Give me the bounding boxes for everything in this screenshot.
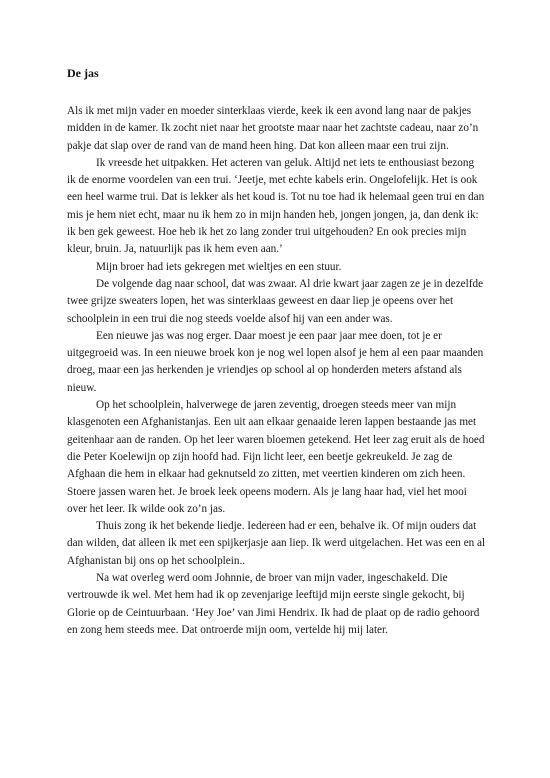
- text-line: over het leer. Ik wilde ook zo’n jas.: [67, 502, 226, 515]
- text-line: ik de enorme voordelen van een trui. ‘Jeetje, met echte kabels erin. Ongelofelijk. Het is ook: [67, 174, 478, 187]
- paragraph: [67, 518, 487, 570]
- paragraph: [67, 397, 487, 518]
- text-line: Thuis zong ik het bekende liedje. Iedereen had er een, behalve ik. Of mijn ouders dat: [96, 520, 477, 533]
- paragraph: [67, 259, 487, 276]
- text-line: Een nieuwe jas was nog erger. Daar moest je een paar jaar mee doen, tot je er: [96, 329, 442, 342]
- text-line: De volgende dag naar school, dat was zwaar. Al drie kwart jaar zagen ze je in dezelfde: [96, 277, 484, 290]
- text-line: kleur, bruin. Ja, natuurlijk pas ik hem even aan.’: [67, 243, 283, 256]
- text-line: en zong hem steeds mee. Dat ontroerde mijn oom, vertelde hij mij later.: [67, 623, 388, 636]
- paragraph: [67, 155, 487, 259]
- paragraph: [67, 103, 487, 155]
- text-line: droeg, maar een jas herkenden je vriendjes op school al op honderden meters afstand als: [67, 364, 462, 377]
- text-line: dan wilden, dat alleen ik met een spijkerjasje aan liep. Ik werd uitgelachen. Het was een en al: [67, 537, 486, 550]
- text-line: nieuw.: [67, 381, 97, 394]
- text-line: Mijn broer had iets gekregen met wieltjes en een stuur.: [96, 260, 342, 273]
- text-line: Na wat overleg werd oom Johnnie, de broer van mijn vader, ingeschakeld. Die: [96, 572, 448, 585]
- text-line: vertrouwde ik wel. Met hem had ik op zevenjarige leeftijd mijn eerste single gekocht, bij: [67, 589, 465, 602]
- text-line: schoolplein in een trui die nog steeds voelde alsof hij van een ander was.: [67, 312, 393, 325]
- text-line: Glorie op de Ceintuurbaan. ‘Hey Joe’ van Jimi Hendrix. Ik had de plaat op de radio gehoord: [67, 606, 480, 619]
- text-line: geitenhaar aan de randen. Op het leer waren bloemen getekend. Het leer zag eruit als de hoed: [67, 433, 485, 446]
- text-line: klasgenoten een Afghanistanjas. Een uit aan elkaar genaaide leren lappen bestaande jas met: [67, 416, 477, 429]
- document-title: De jas: [67, 66, 99, 80]
- paragraph: [67, 328, 487, 397]
- paragraph: [67, 276, 487, 328]
- text-line: ik ben gek geweest. Hoe heb ik het zo lang zonder trui uitgehouden? En ook precies mijn: [67, 226, 467, 239]
- text-line: uitgegroeid was. In een nieuwe broek kon je nog wel lopen alsof je hem al een paar maanden: [67, 347, 484, 360]
- text-line: mis je hem niet echt, maar nu ik hem zo in mijn handen heb, jongen jongen, ja, dan denk ik:: [67, 208, 479, 221]
- text-line: die Peter Koelewijn op zijn hoofd had. Fijn licht leer, een beetje gekreukeld. Je zag de: [67, 450, 453, 463]
- paragraph: [67, 570, 487, 639]
- text-line: pakje dat slap over de rand van de mand heen hing. Dat kon alleen maar een trui zijn.: [67, 139, 449, 152]
- text-line: een heel warme trui. Dat is lekker als het koud is. Tot nu toe had ik helemaal geen trui en dan: [67, 191, 485, 204]
- text-line: Stoere jassen waren het. Je broek leek opeens modern. Als je lang haar had, viel het mooi: [67, 485, 467, 498]
- text-line: Afghanistan bij ons op het schoolplein..: [67, 554, 246, 567]
- text-line: Ik vreesde het uitpakken. Het acteren van geluk. Altijd net iets te enthousiast bezong: [96, 156, 475, 169]
- text-line: Afghaan die hem in elkaar had geknutseld zo zitten, met veertien kinderen om zich heen.: [67, 468, 466, 481]
- text-line: twee grijze sweaters lopen, het was sinterklaas geweest en daar liep je opeens over het: [67, 295, 454, 308]
- text-line: Op het schoolplein, halverwege de jaren zeventig, droegen steeds meer van mijn: [96, 399, 457, 412]
- document-body: [67, 103, 487, 639]
- text-line: midden in de kamer. Ik zocht niet naar het grootste maar naar het zachtste cadeau, naar zo’n: [67, 122, 479, 135]
- text-line: Als ik met mijn vader en moeder sinterklaas vierde, keek ik een avond lang naar de pakjes: [67, 105, 472, 117]
